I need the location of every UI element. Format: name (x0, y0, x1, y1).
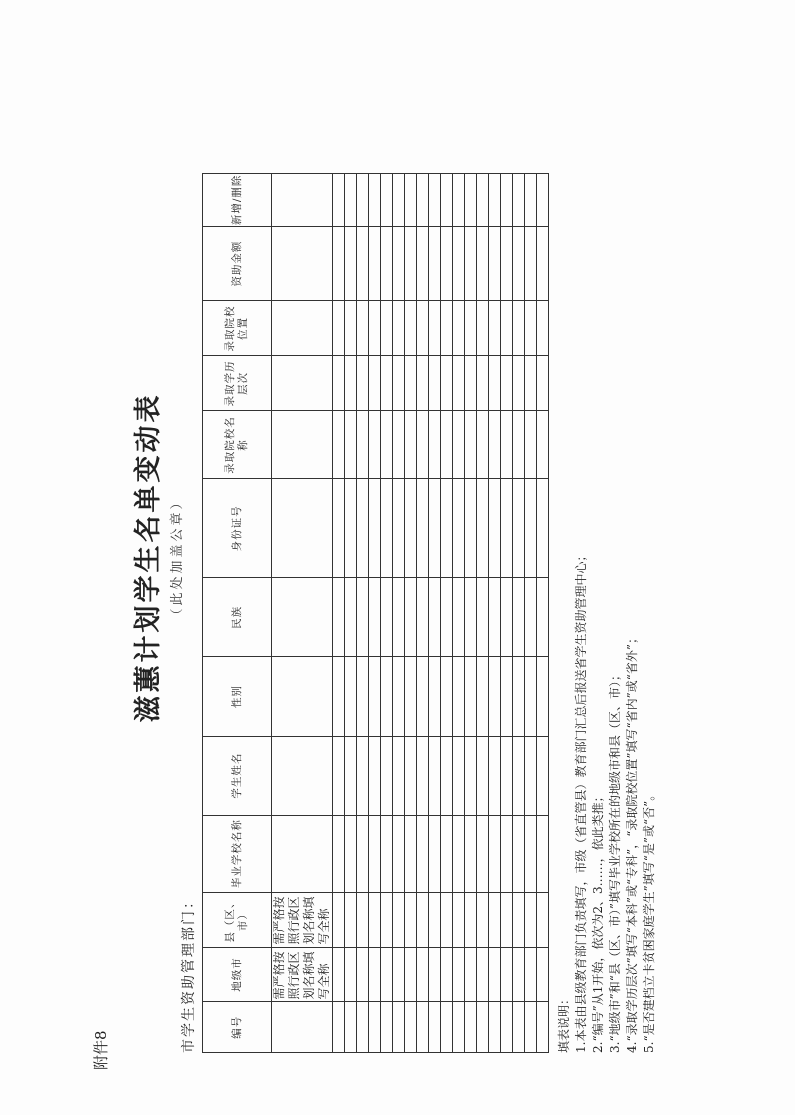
table-cell (477, 174, 489, 227)
table-header-row (203, 174, 272, 1053)
table-cell (441, 356, 453, 411)
table-cell (357, 736, 369, 815)
table-cell (501, 892, 513, 947)
table-cell (369, 947, 381, 1002)
table-row (369, 174, 381, 1053)
table-row (501, 174, 513, 1053)
table-cell (477, 479, 489, 578)
table-cell (333, 174, 345, 227)
table-cell (393, 947, 405, 1002)
table-cell (537, 736, 549, 815)
table-cell (525, 657, 537, 736)
table-cell (501, 578, 513, 657)
table-cell (333, 657, 345, 736)
header-cell: 资助金额 (203, 226, 272, 301)
table-cell (417, 226, 429, 301)
table-cell (417, 578, 429, 657)
table-cell (369, 1002, 381, 1053)
table-cell (489, 411, 501, 479)
table-cell (501, 411, 513, 479)
table-cell (393, 815, 405, 892)
table-cell (405, 479, 417, 578)
fill-instructions (556, 550, 658, 1053)
table-cell (405, 947, 417, 1002)
table-cell (417, 1002, 429, 1053)
table-cell (405, 657, 417, 736)
table-cell (453, 657, 465, 736)
table-cell (345, 356, 357, 411)
table-cell (441, 301, 453, 356)
table-cell (381, 411, 393, 479)
attachment-label: 附件8 (92, 1030, 110, 1070)
table-cell (489, 174, 501, 227)
table-cell (417, 174, 429, 227)
table-cell (333, 947, 345, 1002)
header-cell: 县（区、市） (203, 892, 272, 947)
table-cell (525, 411, 537, 479)
table-cell (393, 736, 405, 815)
table-cell (453, 479, 465, 578)
notes-item: 3.“地级市”和“县（区、市）”填写毕业学校所在的地级市和县（区、市）； (608, 669, 622, 1053)
header-cell: 录取院校名称 (203, 411, 272, 479)
table-cell (441, 174, 453, 227)
table-cell (345, 226, 357, 301)
table-cell (489, 947, 501, 1002)
table-cell (272, 226, 333, 301)
table-cell (369, 356, 381, 411)
table-cell (369, 174, 381, 227)
table-cell (369, 578, 381, 657)
table-cell (525, 892, 537, 947)
department-label: 市学生资助管理部门： (181, 893, 197, 1053)
table-cell (453, 892, 465, 947)
table-cell (429, 736, 441, 815)
header-cell: 学生姓名 (203, 736, 272, 815)
table-cell (441, 1002, 453, 1053)
table-cell (453, 815, 465, 892)
table-cell-note: 需严格按照行政区划名称填写全称 (272, 947, 333, 1002)
table-cell (417, 736, 429, 815)
table-cell (501, 947, 513, 1002)
table-cell (429, 947, 441, 1002)
table-cell (429, 892, 441, 947)
table-cell (441, 657, 453, 736)
table-cell (477, 947, 489, 1002)
table-row (345, 174, 357, 1053)
table-cell (477, 815, 489, 892)
table-cell (501, 174, 513, 227)
notes-item: 4.“录取学历层次”填写“本科”或“专科”，“录取院校位置”填写“省内”或“省外”； (625, 631, 639, 1053)
table-cell (272, 815, 333, 892)
table-cell (501, 815, 513, 892)
table-row (393, 174, 405, 1053)
table-cell (453, 1002, 465, 1053)
table-cell (477, 578, 489, 657)
header-cell: 地级市 (203, 947, 272, 1002)
table-cell (333, 226, 345, 301)
table-cell (393, 1002, 405, 1053)
table-cell (441, 815, 453, 892)
header-cell: 身份证号 (203, 479, 272, 578)
table-cell (272, 578, 333, 657)
table-cell (525, 736, 537, 815)
table-cell (333, 1002, 345, 1053)
table-cell (537, 356, 549, 411)
header-cell: 民族 (203, 578, 272, 657)
table-cell (345, 1002, 357, 1053)
table-cell (477, 892, 489, 947)
header-cell: 性别 (203, 657, 272, 736)
table-cell (453, 226, 465, 301)
table-cell (501, 657, 513, 736)
table-cell (405, 356, 417, 411)
header-cell: 录取院校位置 (203, 301, 272, 356)
table-cell (489, 815, 501, 892)
table-cell (393, 301, 405, 356)
table-cell (453, 174, 465, 227)
table-cell (465, 226, 477, 301)
table-cell (417, 657, 429, 736)
table-cell (537, 226, 549, 301)
table-cell (489, 892, 501, 947)
table-cell (272, 736, 333, 815)
table-cell (465, 657, 477, 736)
table-row (357, 174, 369, 1053)
table-cell (453, 411, 465, 479)
table-cell (513, 479, 525, 578)
table-cell (525, 815, 537, 892)
table-cell (453, 736, 465, 815)
table-cell (537, 411, 549, 479)
table-cell (405, 411, 417, 479)
table-cell (393, 479, 405, 578)
table-cell (429, 657, 441, 736)
table-cell (345, 657, 357, 736)
table-cell (393, 411, 405, 479)
table-cell (537, 301, 549, 356)
table-cell (537, 174, 549, 227)
table-cell (417, 411, 429, 479)
table-cell (465, 1002, 477, 1053)
table-cell (525, 174, 537, 227)
table-cell (537, 892, 549, 947)
table-cell (513, 356, 525, 411)
table-cell (489, 226, 501, 301)
table-cell (513, 815, 525, 892)
table-cell (381, 226, 393, 301)
table-cell (345, 479, 357, 578)
table-cell (465, 578, 477, 657)
table-cell (501, 479, 513, 578)
table-cell (357, 815, 369, 892)
table-cell (429, 479, 441, 578)
table-cell (489, 657, 501, 736)
table-cell (477, 356, 489, 411)
table-row (453, 174, 465, 1053)
table-cell (405, 1002, 417, 1053)
header-cell: 编号 (203, 1002, 272, 1053)
table-cell (345, 815, 357, 892)
table-cell (357, 947, 369, 1002)
table-cell (525, 356, 537, 411)
table-cell (393, 657, 405, 736)
table-row (513, 174, 525, 1053)
table-cell (333, 301, 345, 356)
table-row (477, 174, 489, 1053)
table-cell (489, 479, 501, 578)
table-cell (381, 815, 393, 892)
page-title: 滋蕙计划学生名单变动表 (133, 392, 164, 723)
table-cell (345, 411, 357, 479)
table-cell (369, 301, 381, 356)
table-cell (357, 578, 369, 657)
table-cell (369, 657, 381, 736)
table-cell (393, 892, 405, 947)
table-cell (429, 815, 441, 892)
table-row (429, 174, 441, 1053)
table-cell (465, 815, 477, 892)
table-cell (465, 301, 477, 356)
table-cell (357, 411, 369, 479)
table-cell (381, 578, 393, 657)
table-cell (381, 301, 393, 356)
table-row (537, 174, 549, 1053)
table-cell (513, 411, 525, 479)
table-cell (345, 301, 357, 356)
table-row (272, 174, 333, 1053)
table-cell (417, 356, 429, 411)
table-cell (345, 736, 357, 815)
table-cell (489, 578, 501, 657)
table-cell (525, 226, 537, 301)
student-change-table (202, 173, 549, 1053)
table-cell (272, 411, 333, 479)
table-cell (441, 578, 453, 657)
table-cell (513, 226, 525, 301)
table-cell (489, 301, 501, 356)
notes-heading: 填表说明： (557, 992, 571, 1053)
table-cell (405, 301, 417, 356)
table-cell (477, 411, 489, 479)
table-cell (381, 174, 393, 227)
header-cell: 录取学历层次 (203, 356, 272, 411)
table-cell (369, 815, 381, 892)
header-cell: 毕业学校名称 (203, 815, 272, 892)
table-cell (381, 356, 393, 411)
table-row (441, 174, 453, 1053)
table-cell (501, 226, 513, 301)
table-cell (501, 301, 513, 356)
table-cell (405, 226, 417, 301)
table-cell (333, 736, 345, 815)
table-cell (525, 301, 537, 356)
table-cell (381, 947, 393, 1002)
table-cell (441, 411, 453, 479)
table-cell (513, 174, 525, 227)
table-cell (477, 1002, 489, 1053)
table-cell (333, 411, 345, 479)
table-cell (345, 174, 357, 227)
table-cell (537, 479, 549, 578)
table-cell (429, 578, 441, 657)
table-cell (453, 578, 465, 657)
table-cell (381, 892, 393, 947)
table-cell (369, 736, 381, 815)
table-cell (417, 892, 429, 947)
table-cell (501, 736, 513, 815)
table-cell (357, 174, 369, 227)
table-cell (369, 411, 381, 479)
notes-item: 2.“编号”从1开始，依次为2、3……，依此类推； (591, 790, 605, 1053)
table-cell (429, 1002, 441, 1053)
table-cell (525, 479, 537, 578)
table-cell (429, 301, 441, 356)
table-cell (272, 1002, 333, 1053)
table-cell (429, 411, 441, 479)
notes-item: 1.本表由县级教育部门负责填写，市级（省直管县）教育部门汇总后报送省学生资助管理中心； (574, 549, 588, 1053)
table-cell (513, 301, 525, 356)
table-cell (272, 657, 333, 736)
table-cell (405, 815, 417, 892)
table-row (465, 174, 477, 1053)
table-cell (345, 578, 357, 657)
table-cell (429, 226, 441, 301)
table-cell (417, 301, 429, 356)
table-cell (453, 947, 465, 1002)
table-cell (381, 1002, 393, 1053)
table-cell (441, 226, 453, 301)
table-cell (357, 657, 369, 736)
table-cell (357, 892, 369, 947)
table-cell (429, 356, 441, 411)
table-cell (441, 736, 453, 815)
table-row (381, 174, 393, 1053)
table-cell (537, 815, 549, 892)
table-row (333, 174, 345, 1053)
table-cell (441, 892, 453, 947)
table-cell (333, 578, 345, 657)
table-cell (537, 1002, 549, 1053)
table-cell (513, 578, 525, 657)
table-cell (417, 815, 429, 892)
table-row (405, 174, 417, 1053)
table-cell (393, 174, 405, 227)
table-cell (537, 947, 549, 1002)
table-cell (513, 1002, 525, 1053)
table-cell-note: 需严格按照行政区划名称填写全称 (272, 892, 333, 947)
table-cell (333, 479, 345, 578)
table-cell (393, 356, 405, 411)
table-cell (405, 892, 417, 947)
table-cell (393, 226, 405, 301)
table-cell (272, 356, 333, 411)
table-cell (501, 356, 513, 411)
table-cell (357, 301, 369, 356)
table-cell (272, 301, 333, 356)
table-cell (333, 815, 345, 892)
table-cell (357, 1002, 369, 1053)
table-row (489, 174, 501, 1053)
table-cell (405, 578, 417, 657)
table-cell (465, 174, 477, 227)
table-cell (417, 947, 429, 1002)
table-cell (429, 174, 441, 227)
table-cell (381, 657, 393, 736)
table-cell (369, 479, 381, 578)
notes-item: 5.“是否建档立卡贫困家庭学生”填写“是”或“否”。 (642, 788, 656, 1053)
table-cell (333, 356, 345, 411)
table-cell (477, 301, 489, 356)
table-cell (357, 356, 369, 411)
table-cell (272, 479, 333, 578)
table-cell (417, 479, 429, 578)
stamp-note: （此处加盖公章） (170, 493, 185, 622)
table-cell (537, 578, 549, 657)
table-cell (345, 947, 357, 1002)
table-cell (525, 947, 537, 1002)
table-cell (453, 356, 465, 411)
table-cell (537, 657, 549, 736)
table-cell (477, 736, 489, 815)
table-cell (345, 892, 357, 947)
table-cell (357, 226, 369, 301)
table-cell (525, 578, 537, 657)
table-cell (465, 892, 477, 947)
table-cell (393, 578, 405, 657)
table-cell (525, 1002, 537, 1053)
table-cell (501, 1002, 513, 1053)
table-cell (441, 947, 453, 1002)
table-cell (477, 657, 489, 736)
table-cell (405, 174, 417, 227)
table-cell (513, 892, 525, 947)
table-cell (465, 411, 477, 479)
table-cell (489, 736, 501, 815)
table-cell (477, 226, 489, 301)
table-cell (381, 479, 393, 578)
table-cell (272, 174, 333, 227)
table-cell (513, 657, 525, 736)
table-cell (441, 479, 453, 578)
table-cell (453, 301, 465, 356)
table-cell (513, 736, 525, 815)
table-cell (465, 356, 477, 411)
table-cell (489, 1002, 501, 1053)
table-cell (369, 226, 381, 301)
table-cell (405, 736, 417, 815)
table-cell (465, 947, 477, 1002)
header-cell: 新增/删除 (203, 174, 272, 227)
table-cell (369, 892, 381, 947)
table-row (417, 174, 429, 1053)
table-cell (465, 736, 477, 815)
table-row (525, 174, 537, 1053)
table-cell (489, 356, 501, 411)
table-cell (465, 479, 477, 578)
table-cell (333, 892, 345, 947)
table-cell (357, 479, 369, 578)
table-cell (513, 947, 525, 1002)
table-cell (381, 736, 393, 815)
